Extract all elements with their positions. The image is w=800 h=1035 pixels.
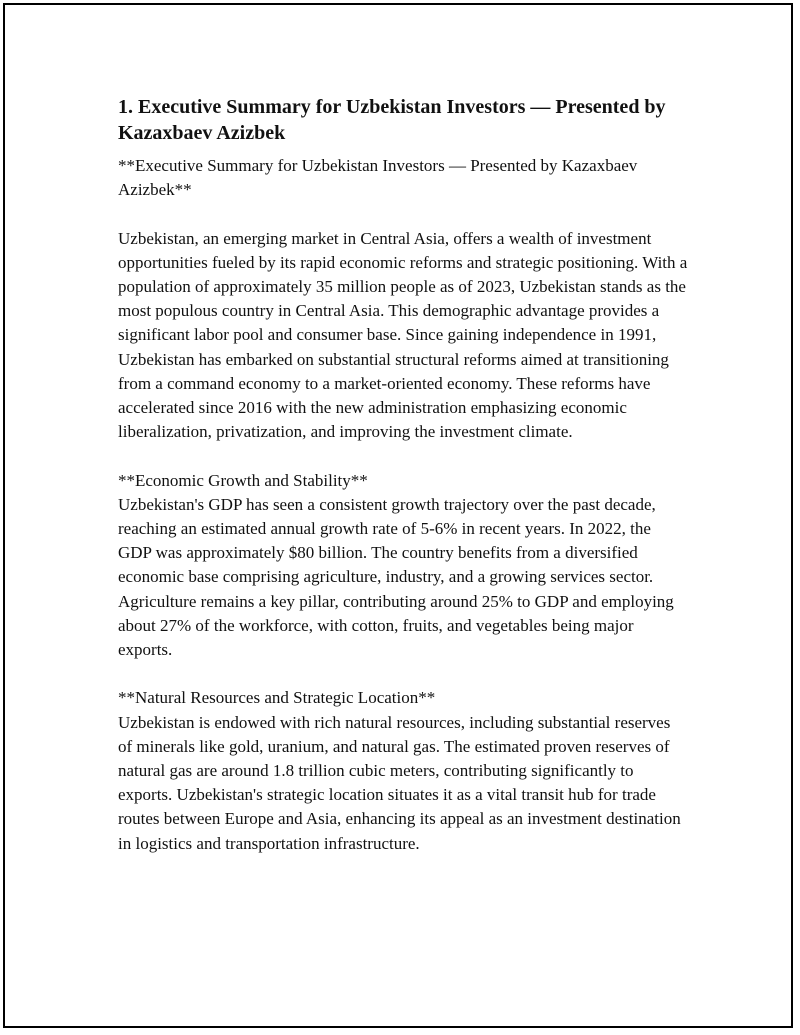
document-subtitle: **Executive Summary for Uzbekistan Investors — Presented by Kazaxbaev Azizbek** bbox=[118, 156, 638, 200]
intro-paragraph: Uzbekistan, an emerging market in Central Asia, offers a wealth of investment opportunities fueled by its rapid economic reforms and strategic positioning. With a population of approximately 35 million people as of 2023, Uzbekistan stands as the most populous country in Central Asia. This demographic advantage provides a significant labor pool and consumer base. Since gaining independence in 1991, Uzbekistan has embarked on substantial structural reforms aimed at transitioning from a command economy to a market-oriented economy. These reforms have accelerated since 2016 with the new administration emphasizing economic liberalization, privatization, and improving the investment climate. bbox=[118, 228, 688, 442]
economic-growth-title: **Economic Growth and Stability** bbox=[118, 470, 368, 490]
section-heading: 1. Executive Summary for Uzbekistan Investors — Presented by Kazaxbaev Azizbek bbox=[118, 96, 666, 144]
document-body bbox=[118, 94, 688, 856]
paragraph-spacer bbox=[118, 202, 688, 226]
natural-resources-title: **Natural Resources and Strategic Location** bbox=[118, 688, 436, 708]
economic-growth-paragraph: Uzbekistan's GDP has seen a consistent growth trajectory over the past decade, reaching an estimated annual growth rate of 5-6% in recent years. In 2022, the GDP was approximately $80 billion. The country benefits from a diversified economic base comprising agriculture, industry, and a growing services sector. Agriculture remains a key pillar, contributing around 25% to GDP and employing about 27% of the workforce, with cotton, fruits, and vegetables being major exports. bbox=[118, 494, 674, 660]
natural-resources-paragraph: Uzbekistan is endowed with rich natural resources, including substantial reserves of minerals like gold, uranium, and natural gas. The estimated proven reserves of natural gas are around 1.8 trillion cubic meters, contributing significantly to exports. Uzbekistan's strategic location situates it as a vital transit hub for trade routes between Europe and Asia, enhancing its appeal as an investment destination in logistics and transportation infrastructure. bbox=[118, 712, 681, 853]
paragraph-spacer bbox=[118, 444, 688, 468]
paragraph-spacer bbox=[118, 662, 688, 686]
